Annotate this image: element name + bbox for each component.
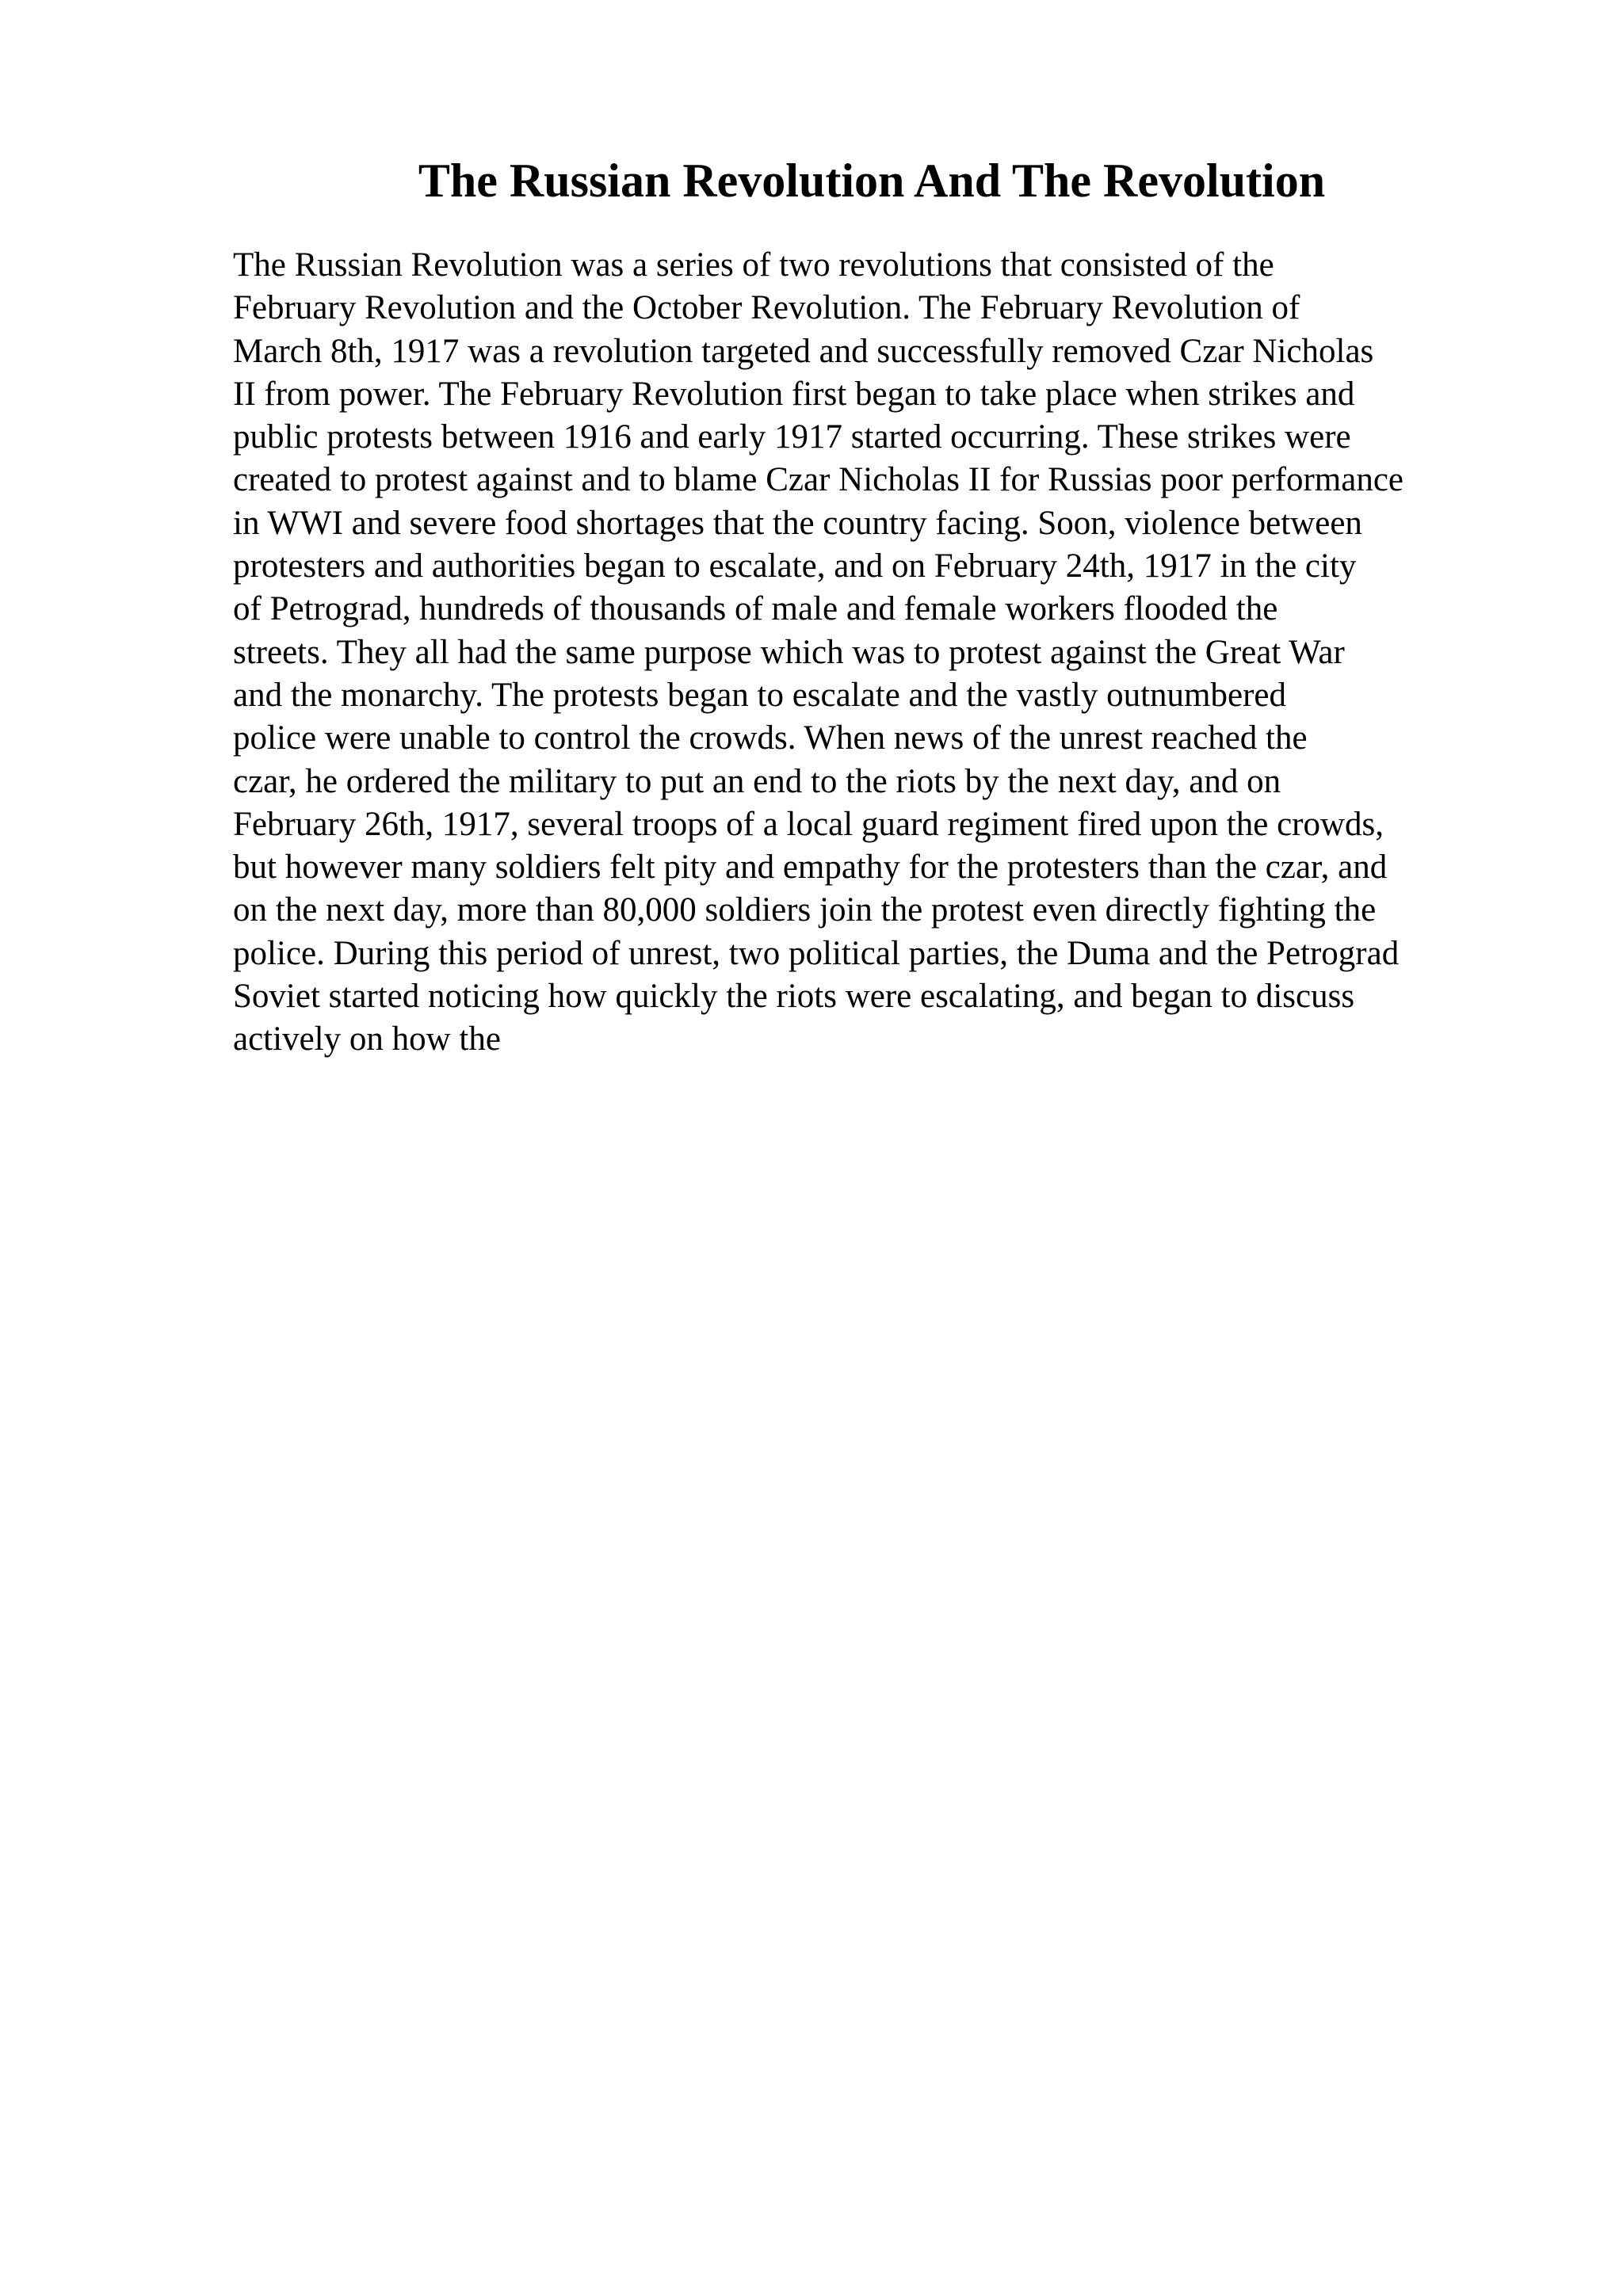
body-line: on the next day, more than 80,000 soldiers join the protest even directly fighting the	[233, 891, 1377, 929]
body-line: streets. They all had the same purpose which was to protest against the Great War	[233, 633, 1345, 671]
body-line: Soviet started noticing how quickly the riots were escalating, and began to discuss	[233, 978, 1355, 1016]
body-line: actively on how the	[233, 1020, 501, 1058]
body-line: police were unable to control the crowds. When news of the unrest reached the	[233, 719, 1308, 757]
body-line: public protests between 1916 and early 1917 started occurring. These strikes were	[233, 418, 1351, 456]
body-line: March 8th, 1917 was a revolution targeted and successfully removed Czar Nicholas	[233, 332, 1374, 370]
body-line: but however many soldiers felt pity and empathy for the protesters than the czar, and	[233, 849, 1388, 887]
body-line: in WWI and severe food shortages that the country facing. Soon, violence between	[233, 504, 1362, 542]
body-line: czar, he ordered the military to put an end to the riots by the next day, and on	[233, 762, 1281, 800]
body-line: of Petrograd, hundreds of thousands of male and female workers flooded the	[233, 590, 1278, 628]
body-line: February 26th, 1917, several troops of a local guard regiment fired upon the crowds,	[233, 805, 1384, 843]
body-line: and the monarchy. The protests began to escalate and the vastly outnumbered	[233, 676, 1286, 714]
body-line: The Russian Revolution was a series of two revolutions that consisted of the	[233, 246, 1274, 284]
document-body	[233, 244, 1533, 1062]
body-line: police. During this period of unrest, two political parties, the Duma and the Petrograd	[233, 934, 1400, 972]
body-line: protesters and authorities began to escalate, and on February 24th, 1917 in the city	[233, 547, 1357, 585]
body-line: created to protest against and to blame Czar Nicholas II for Russias poor performance	[233, 461, 1404, 499]
body-line: February Revolution and the October Revolution. The February Revolution of	[233, 289, 1300, 327]
body-line: II from power. The February Revolution first began to take place when strikes and	[233, 375, 1355, 413]
document-title: The Russian Revolution And The Revolution	[418, 154, 1326, 207]
